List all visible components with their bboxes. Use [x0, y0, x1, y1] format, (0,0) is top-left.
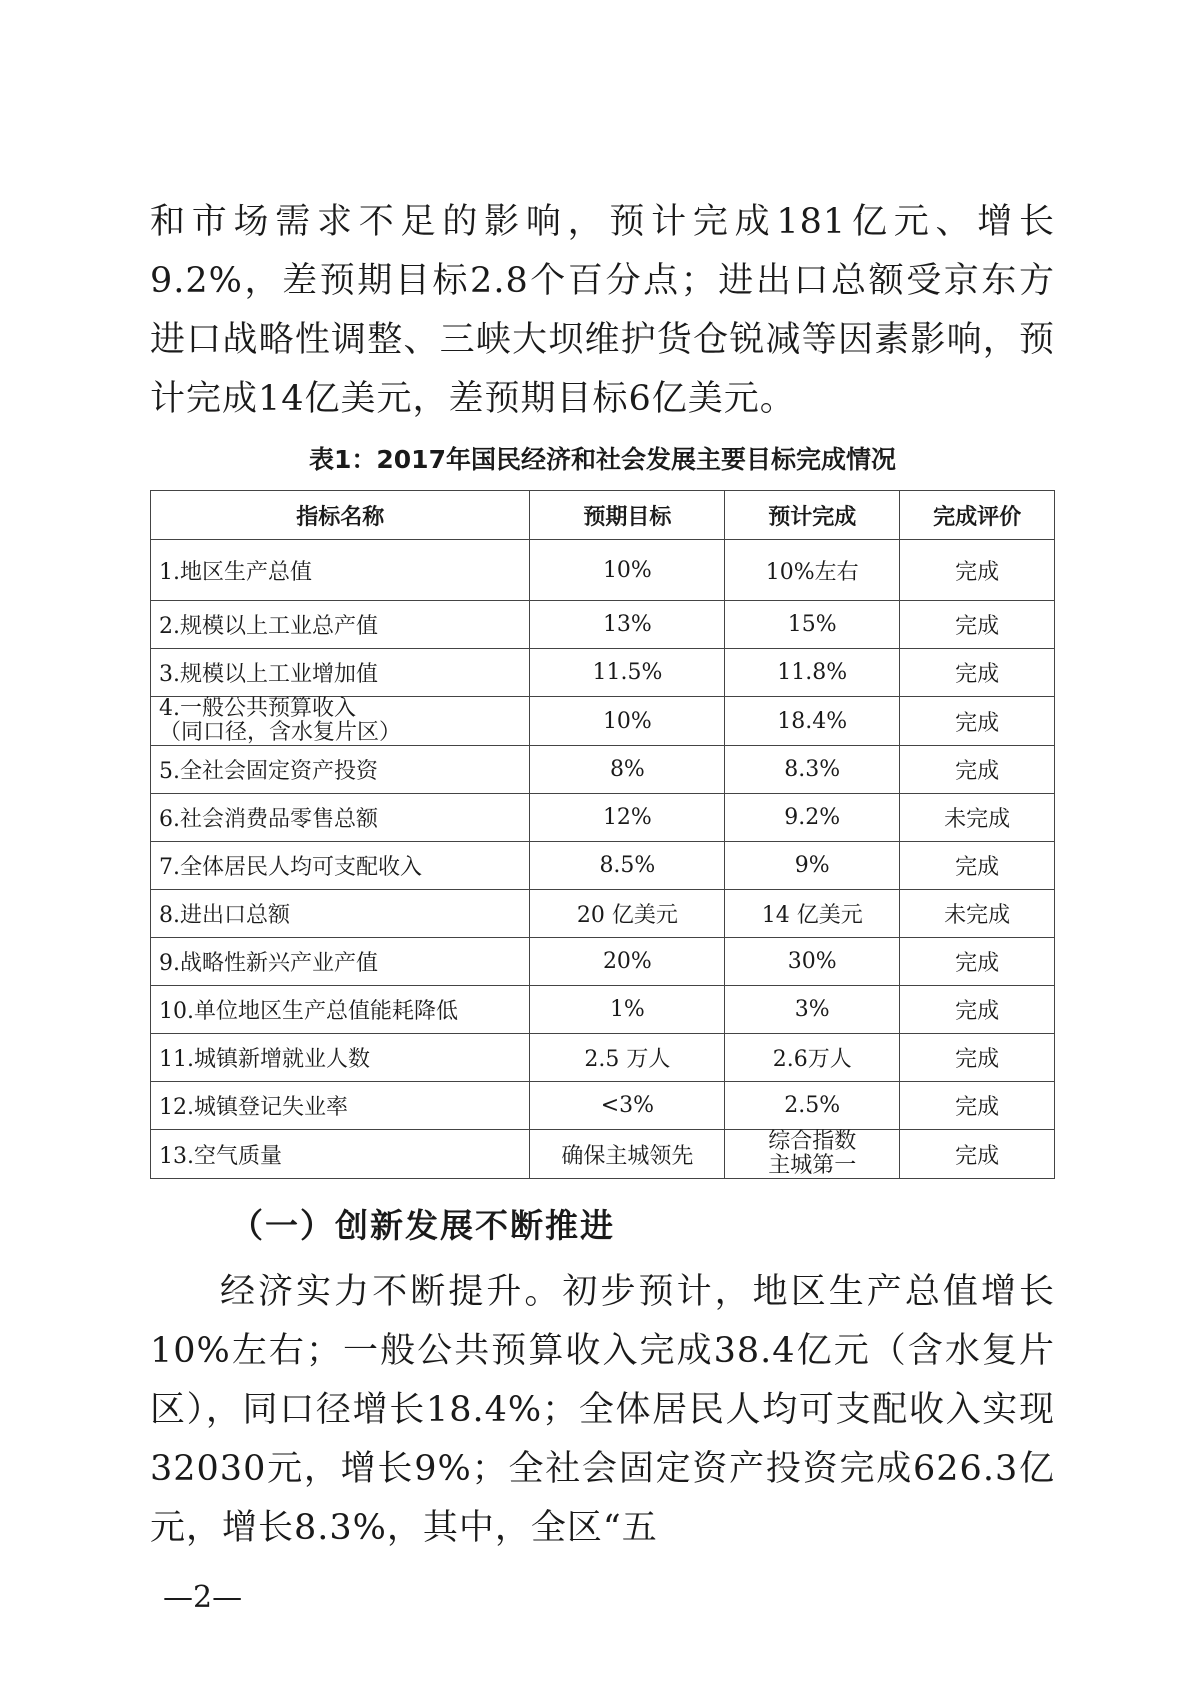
table-row: [151, 986, 1055, 1034]
evaluation: 未完成: [900, 794, 1055, 842]
estimated-completion: 2.5%: [725, 1082, 900, 1130]
expected-target: 12%: [530, 794, 725, 842]
estimated-completion-line2: 主城第一: [768, 1153, 857, 1178]
table-row: [151, 649, 1055, 697]
evaluation: 完成: [900, 540, 1055, 601]
indicator-name: 8.进出口总额: [151, 890, 530, 938]
table-row: [151, 746, 1055, 794]
expected-target: 13%: [530, 601, 725, 649]
indicator-name-line2: （同口径，含水复片区）: [159, 720, 402, 745]
evaluation: 完成: [900, 697, 1055, 746]
expected-target: 8%: [530, 746, 725, 794]
estimated-completion: 8.3%: [725, 746, 900, 794]
evaluation: 完成: [900, 1082, 1055, 1130]
expected-target: 20%: [530, 938, 725, 986]
evaluation: 完成: [900, 601, 1055, 649]
expected-target: 2.5 万人: [530, 1034, 725, 1082]
indicator-name: 7.全体居民人均可支配收入: [151, 842, 530, 890]
targets-table: [150, 490, 1055, 1179]
table-header-row: [151, 491, 1055, 540]
estimated-completion: 15%: [725, 601, 900, 649]
estimated-completion: 9.2%: [725, 794, 900, 842]
estimated-completion: 11.8%: [725, 649, 900, 697]
indicator-name: 13.空气质量: [151, 1130, 530, 1179]
estimated-completion: 14 亿美元: [725, 890, 900, 938]
page-number: —2—: [163, 1580, 243, 1615]
header-expected-target: 预期目标: [530, 491, 725, 540]
indicator-name: 1.地区生产总值: [151, 540, 530, 601]
indicator-name: [151, 697, 530, 746]
indicator-name: 3.规模以上工业增加值: [151, 649, 530, 697]
body-paragraph: 经济实力不断提升。初步预计，地区生产总值增长10%左右；一般公共预算收入完成38.4亿元（含水复片区），同口径增长18.4%；全体居民人均可支配收入实现32030元，增长9%；全社会固定资产投资完成626.3亿元，增长8.3%，其中，全区“五: [150, 1272, 1055, 1548]
table-row: [151, 540, 1055, 601]
evaluation: 完成: [900, 1130, 1055, 1179]
estimated-completion-line1: 综合指数: [768, 1129, 857, 1154]
indicator-name: 11.城镇新增就业人数: [151, 1034, 530, 1082]
expected-target: 20 亿美元: [530, 890, 725, 938]
evaluation: 完成: [900, 746, 1055, 794]
table-row: [151, 938, 1055, 986]
table-row: [151, 842, 1055, 890]
indicator-name: 12.城镇登记失业率: [151, 1082, 530, 1130]
table-row: [151, 890, 1055, 938]
section-heading: （一）创新发展不断推进: [230, 1206, 615, 1245]
evaluation: 未完成: [900, 890, 1055, 938]
header-evaluation: 完成评价: [900, 491, 1055, 540]
evaluation: 完成: [900, 842, 1055, 890]
table-row: [151, 697, 1055, 746]
expected-target: 确保主城领先: [530, 1130, 725, 1179]
estimated-completion: 3%: [725, 986, 900, 1034]
indicator-name: 9.战略性新兴产业产值: [151, 938, 530, 986]
expected-target: 11.5%: [530, 649, 725, 697]
indicator-name: 2.规模以上工业总产值: [151, 601, 530, 649]
intro-paragraph: 和市场需求不足的影响，预计完成181亿元、增长9.2%，差预期目标2.8个百分点；进出口总额受京东方进口战略性调整、三峡大坝维护货仓锐减等因素影响，预计完成14亿美元，差预期目标6亿美元。: [150, 202, 1055, 419]
expected-target: 10%: [530, 697, 725, 746]
expected-target: <3%: [530, 1082, 725, 1130]
header-indicator-name: 指标名称: [151, 491, 530, 540]
evaluation: 完成: [900, 986, 1055, 1034]
estimated-completion: [725, 1130, 900, 1179]
evaluation: 完成: [900, 649, 1055, 697]
estimated-completion: 9%: [725, 842, 900, 890]
evaluation: 完成: [900, 1034, 1055, 1082]
estimated-completion: 30%: [725, 938, 900, 986]
indicator-name-line1: 4.一般公共预算收入: [159, 696, 356, 721]
indicator-name: 10.单位地区生产总值能耗降低: [151, 986, 530, 1034]
table-title: 表1：2017年国民经济和社会发展主要目标完成情况: [309, 445, 896, 474]
estimated-completion: 10%左右: [725, 540, 900, 601]
table-row: [151, 1034, 1055, 1082]
table-row: [151, 1082, 1055, 1130]
estimated-completion: 18.4%: [725, 697, 900, 746]
table-row: [151, 1130, 1055, 1179]
expected-target: 10%: [530, 540, 725, 601]
evaluation: 完成: [900, 938, 1055, 986]
table-row: [151, 601, 1055, 649]
header-estimated-completion: 预计完成: [725, 491, 900, 540]
indicator-name: 6.社会消费品零售总额: [151, 794, 530, 842]
expected-target: 1%: [530, 986, 725, 1034]
indicator-name: 5.全社会固定资产投资: [151, 746, 530, 794]
estimated-completion: 2.6万人: [725, 1034, 900, 1082]
table-row: [151, 794, 1055, 842]
expected-target: 8.5%: [530, 842, 725, 890]
